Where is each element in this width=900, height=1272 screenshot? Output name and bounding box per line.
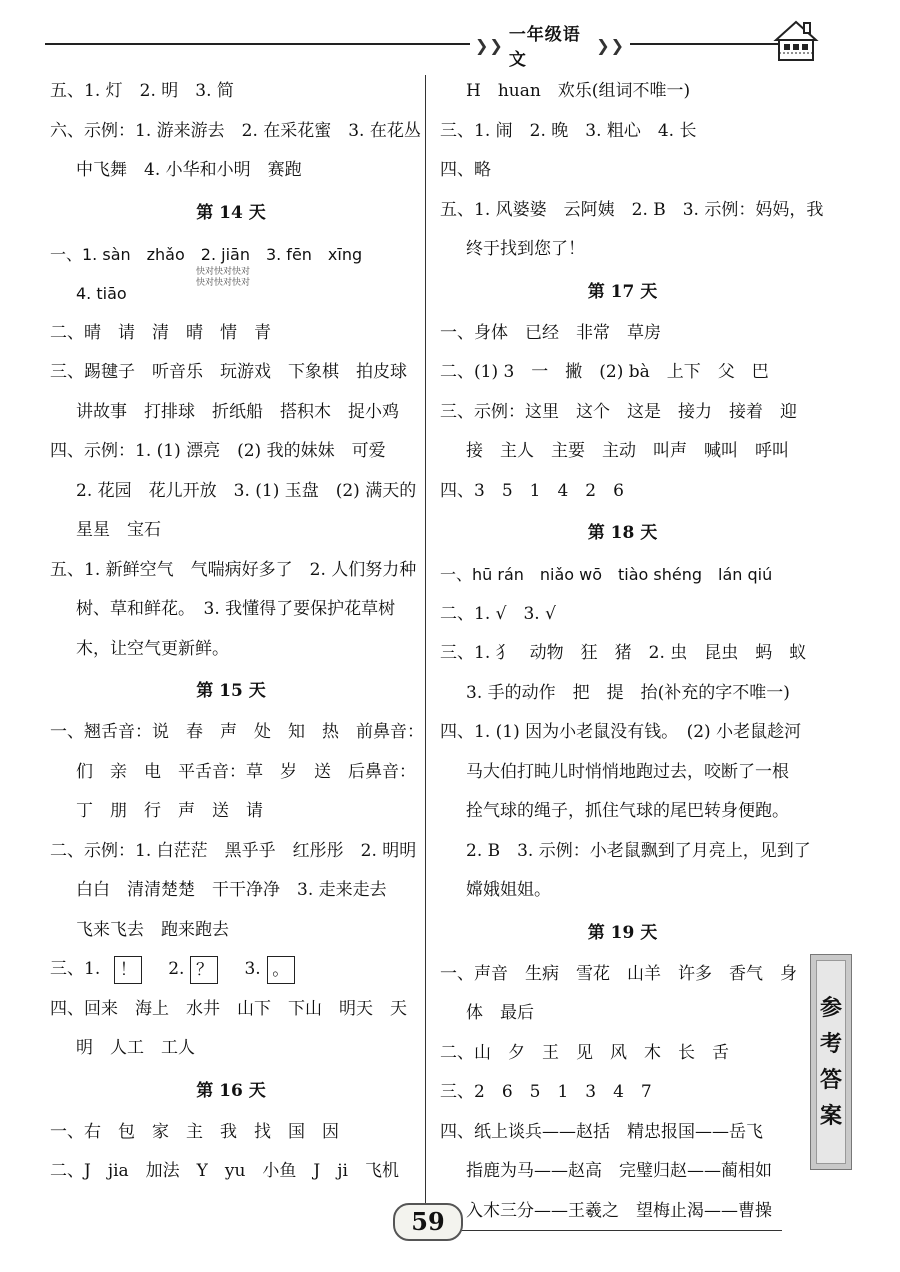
answer-line: 一、1. sàn zhǎo 2. jiān 3. fēn xīng xyxy=(50,244,363,264)
answer-line: 一、hū rán niǎo wō tiào shéng lán qiú xyxy=(440,565,773,584)
answer-line: 中飞舞 4. 小华和小明 赛跑 xyxy=(76,160,302,180)
answer-line: 2. 花园 花儿开放 3. (1) 玉盘 (2) 满天的 xyxy=(76,480,417,501)
answer-line: 四、回来 海上 水井 山下 下山 明天 天 xyxy=(50,998,407,1019)
answer-line: 拴气球的绳子，抓住气球的尾巴转身便跑。 xyxy=(466,801,789,821)
answer-line: 体 最后 xyxy=(466,1003,534,1023)
answer-line: 二、1. √ 3. √ xyxy=(440,603,556,624)
answer-line: 六、示例：1. 游来游去 2. 在采花蜜 3. 在花丛 xyxy=(50,120,421,141)
answer-line: 接 主人 主要 主动 叫声 喊叫 呼叫 xyxy=(466,441,789,461)
house-icon xyxy=(770,18,822,64)
side-tab-char: 参 xyxy=(819,995,842,1021)
footer-rule xyxy=(462,1230,782,1231)
answer-line: 四、3 5 1 4 2 6 xyxy=(440,480,624,501)
answer-prefix: 三、1. xyxy=(50,959,101,979)
answer-line: 终于找到您了！ xyxy=(466,239,585,259)
header-rule xyxy=(45,43,790,45)
answer-line: H huan 欢乐(组词不唯一) xyxy=(466,81,691,101)
day-title: 第 15 天 xyxy=(196,681,266,701)
answer-line: 丁 朋 行 声 送 请 xyxy=(76,801,263,821)
day-title: 第 16 天 xyxy=(196,1080,266,1101)
punctuation-box: ！ xyxy=(114,956,142,984)
punctuation-box: ？ xyxy=(190,956,218,984)
side-tab-char: 答 xyxy=(819,1067,842,1093)
chevrons-left-icon: ❯❯ xyxy=(475,35,504,55)
watermark-note: 快对快对快对 快对快对快对 xyxy=(196,267,251,288)
answer-label: 2. xyxy=(168,959,185,979)
page-number: 59 xyxy=(393,1203,463,1241)
answer-line: 三、1. 犭 动物 狂 猪 2. 虫 昆虫 蚂 蚁 xyxy=(440,643,807,663)
answer-line: 三、1. 闹 2. 晚 3. 粗心 4. 长 xyxy=(440,120,697,141)
answer-line: 入木三分——王羲之 望梅止渴——曹操 xyxy=(466,1200,772,1221)
answer-key-tab xyxy=(810,954,852,1170)
answer-line: 木，让空气更新鲜。 xyxy=(76,638,229,659)
answer-line: 白白 清清楚楚 干干净净 3. 走来走去 xyxy=(76,880,387,900)
day-title: 第 14 天 xyxy=(196,202,266,223)
answer-line: 3. 手的动作 把 提 抬(补充的字不唯一) xyxy=(466,682,790,703)
answer-line: 二、示例：1. 白茫茫 黑乎乎 红彤彤 2. 明明 xyxy=(50,840,417,861)
answer-line: 一、声音 生病 雪花 山羊 许多 香气 身 xyxy=(440,963,797,984)
answer-line: 嫦娥姐姐。 xyxy=(466,880,551,900)
answer-line: 二、J jia 加法 Y yu 小鱼 J ji 飞机 xyxy=(50,1161,399,1181)
answer-line: 4. tiāo xyxy=(76,284,127,303)
answer-line: 马大伯打盹儿时悄悄地跑过去，咬断了一根 xyxy=(466,761,789,782)
chevrons-right-icon: ❯❯ xyxy=(596,35,625,55)
day-title: 第 19 天 xyxy=(587,922,658,943)
answer-line: 四、示例：1. (1) 漂亮 (2) 我的妹妹 可爱 xyxy=(50,441,386,461)
answer-line: 四、纸上谈兵——赵括 精忠报国——岳飞 xyxy=(440,1121,763,1142)
right-column xyxy=(440,72,824,1231)
day-title: 第 17 天 xyxy=(587,281,658,302)
answer-line: 星星 宝石 xyxy=(76,520,161,540)
answer-line: 飞来飞去 跑来跑去 xyxy=(76,919,229,940)
answer-line: 三、示例：这里 这个 这是 接力 接着 迎 xyxy=(440,401,797,422)
answer-line: 二、(1) 3 一 撇 (2) bà 上下 父 巴 xyxy=(440,362,769,382)
answer-line: 们 亲 电 平舌音：草 岁 送 后鼻音： xyxy=(76,761,416,782)
punctuation-box: 。 xyxy=(267,956,295,984)
answer-line: 四、1. (1) 因为小老鼠没有钱。 (2) 小老鼠趁河 xyxy=(440,722,802,742)
column-divider xyxy=(425,75,426,1235)
answer-line: 一、身体 已经 非常 草房 xyxy=(440,322,661,343)
answer-line xyxy=(50,950,412,990)
answer-line: 明 人工 工人 xyxy=(76,1038,195,1058)
answer-line: 二、山 夕 王 见 风 木 长 舌 xyxy=(440,1042,729,1063)
header-badge xyxy=(470,25,630,70)
answer-line: 二、晴 请 清 晴 情 青 xyxy=(50,322,271,343)
answer-line: 一、右 包 家 主 我 找 国 因 xyxy=(50,1121,339,1142)
left-column xyxy=(50,72,424,1192)
answer-line: 五、1. 风婆婆 云阿姨 2. B 3. 示例：妈妈，我 xyxy=(440,199,824,220)
day-title: 第 18 天 xyxy=(587,523,658,543)
answer-line: 一、翘舌音：说 春 声 处 知 热 前鼻音： xyxy=(50,722,424,742)
answer-line: 三、2 6 5 1 3 4 7 xyxy=(440,1082,652,1102)
subject-title: 一年级语文 xyxy=(508,25,581,70)
answer-line: 五、1. 灯 2. 明 3. 简 xyxy=(50,81,234,101)
side-tab-char: 案 xyxy=(819,1103,842,1129)
answer-line: 2. B 3. 示例：小老鼠飘到了月亮上，见到了 xyxy=(466,840,811,861)
answer-label: 3. xyxy=(244,959,261,979)
answer-line: 讲故事 打排球 折纸船 搭积木 捉小鸡 xyxy=(76,401,399,422)
answer-line: 树、草和鲜花。 3. 我懂得了要保护花草树 xyxy=(76,599,396,619)
answer-line: 五、1. 新鲜空气 气喘病好多了 2. 人们努力种 xyxy=(50,559,417,580)
answer-line: 指鹿为马——赵高 完璧归赵——蔺相如 xyxy=(466,1161,772,1181)
answer-line: 三、踢毽子 听音乐 玩游戏 下象棋 拍皮球 xyxy=(50,362,407,382)
side-tab-char: 考 xyxy=(819,1031,842,1057)
answer-line: 四、略 xyxy=(440,160,491,180)
